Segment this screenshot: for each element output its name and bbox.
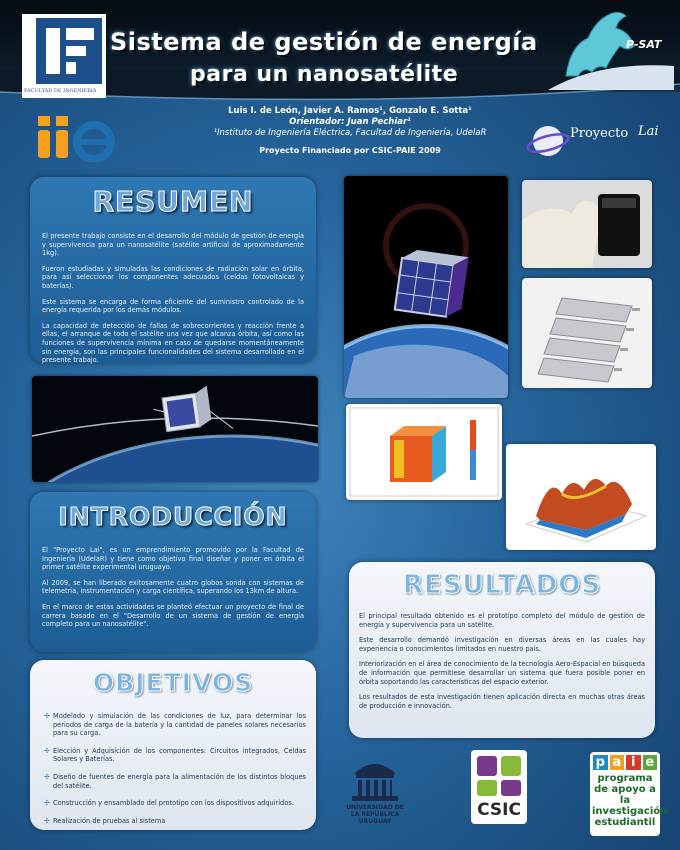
affiliation-line: ¹Instituto de Ingeniería Eléctrica, Facultad de Ingeniería, UdelaR xyxy=(213,128,487,138)
introduccion-paragraph: El "Proyecto Lai", es un emprendimiento promovido por la Facultad de Ingeniería (UdelaR) y tiene como objetivo final diseñar y poner en órbita el primer satélite experimental uruguayo. xyxy=(42,546,304,572)
objetivo-item xyxy=(44,712,306,738)
proyecto-lai-logo xyxy=(526,118,666,164)
iie-emblem-icon xyxy=(34,112,118,162)
thermal-simulation-image xyxy=(346,404,502,500)
planet-ring-icon xyxy=(526,118,570,164)
udelar-label: UNIVERSIDAD DE LA REPÚBLICA URUGUAY xyxy=(346,804,404,825)
resultados-body xyxy=(359,612,645,717)
fing-logo xyxy=(22,14,106,98)
objetivo-text: Modelado y simulación de las condiciones de luz, para determinar los periodos de carga de la batería y la cantidad de paneles solares necesarios para su carga. xyxy=(53,712,306,738)
bullet-icon: ✢ xyxy=(44,772,50,781)
objetivos-list xyxy=(44,712,306,834)
resultados-paragraph: Los resultados de esta investigación tienen aplicación directa en muchas otras áreas de producción e innovación. xyxy=(359,693,645,710)
poster-title-line2: para un nanosatélite xyxy=(190,62,459,87)
objetivo-text: Construcción y ensamblado del prototipo con los dispositivos adquiridos. xyxy=(53,799,294,808)
battery-cells-image xyxy=(522,278,652,388)
objetivo-text: Elección y Adquisición de los componentes: Circuitos integrados, Celdas Solares y Baterías. xyxy=(53,746,306,764)
paie-letter: a xyxy=(610,755,625,770)
surface-plot-image xyxy=(506,444,656,550)
introduccion-heading: INTRODUCCIÓN xyxy=(58,502,288,531)
poster-title-line1: Sistema de gestión de energía xyxy=(110,28,538,56)
fing-emblem-icon xyxy=(22,14,106,98)
csic-label: CSIC xyxy=(477,800,521,820)
authors-line: Luis I. de León, Javier A. Ramos¹, Gonzalo E. Sotta¹ xyxy=(228,106,472,116)
bullet-icon: ✢ xyxy=(44,816,50,825)
objetivos-heading: OBJETIVOS xyxy=(92,668,254,697)
csic-logo xyxy=(471,750,527,824)
introduccion-panel xyxy=(30,492,316,652)
udelar-logo xyxy=(346,752,404,838)
introduccion-paragraph: Al 2009, se han liberado exitosamente cuatro globos sonda con sistemas de telemetría, instrumentación y carga científica, superando los 13km de altura. xyxy=(42,578,304,596)
objetivo-item xyxy=(44,773,306,790)
udelar-building-icon xyxy=(346,752,404,804)
resumen-paragraph: La capacidad de detección de fallas de sobrecorrientes y reacción frente a ellas, el arranque de todo el satélite una vez que alcanza órbita, así como las funciones de supervivencia mínima en caso de quedarse momentáneamente sin energía, son las principales funcionalidades del sistema desarrollado en el presente trabajo. xyxy=(42,321,304,365)
paie-label: programa de apoyo a la investigación estudiantil xyxy=(592,773,668,828)
resumen-body xyxy=(42,232,304,372)
advisor-line: Orientador: Juan Pechiar¹ xyxy=(289,117,411,127)
paie-logo xyxy=(590,752,668,836)
resultados-paragraph: Interiorización en el área de conocimiento de la tecnología Aero-Espacial en búsqueda de información que permitiese desarrollar un sistema que fuera posible poner en órbita soportando las características del espacio exterior. xyxy=(359,660,645,686)
introduccion-paragraph: En el marco de estas actividades se planteó efectuar un proyecto de final de carrera basado en el "Desarrollo de un sistema de gestión de energía completo para un nanosatélite". xyxy=(42,602,304,629)
bullet-icon: ✢ xyxy=(44,799,50,808)
lai-label: Lai xyxy=(638,124,659,139)
objetivos-panel xyxy=(30,660,316,830)
satellite-over-earth-image xyxy=(344,176,508,398)
resultados-paragraph: El principal resultado obtenido es el prototipo completo del módulo de gestión de energía y supervivencia para un satélite. xyxy=(359,612,645,629)
paie-letter: e xyxy=(643,755,658,770)
paie-letter: p xyxy=(593,755,608,770)
bullet-icon: ✢ xyxy=(44,712,50,720)
resultados-heading: RESULTADOS xyxy=(402,570,602,600)
satellite-orbit-image xyxy=(32,376,318,482)
resumen-heading: RESUMEN xyxy=(92,185,254,218)
resumen-paragraph: Este sistema se encarga de forma eficiente del suministro controlado de la energía requerida por los demás módulos. xyxy=(42,297,304,315)
resultados-paragraph: Este desarrollo demandó investigación en diversas áreas en las cuales hay experiencia o conocimientos limitados en nuestro país. xyxy=(359,636,645,653)
paie-letter-row xyxy=(590,752,660,770)
fing-logo-text: FACULTAD DE INGENIERIA xyxy=(24,88,97,94)
objetivo-item xyxy=(44,799,306,808)
introduccion-body xyxy=(42,546,304,636)
hand-holding-cube-image xyxy=(522,180,652,268)
resultados-panel xyxy=(349,562,655,738)
bullet-icon: ✢ xyxy=(44,746,50,755)
objetivo-text: Realización de pruebas al sistema xyxy=(53,816,166,825)
paie-letter: i xyxy=(626,755,641,770)
funding-line: Proyecto Financiado por CSIC-PAIE 2009 xyxy=(259,146,441,155)
iie-logo xyxy=(34,112,118,162)
objetivo-item xyxy=(44,817,306,826)
objetivo-item xyxy=(44,747,306,764)
objetivo-text: Diseño de fuentes de energía para la alimentación de los distintos bloques del satélite. xyxy=(53,772,306,790)
resumen-paragraph: El presente trabajo consiste en el desarrollo del módulo de gestión de energía y supervivencia para un nanosatélite (satélite artificial de aproximadamente 1kg). xyxy=(42,232,304,258)
resumen-panel xyxy=(30,177,316,363)
psat-logo xyxy=(548,6,674,90)
resumen-paragraph: Fueron estudiadas y simuladas las condiciones de radiación solar en órbita, para así seleccionar los componentes adecuados (celdas fotovoltaicas y baterías). xyxy=(42,264,304,290)
psat-label: P-SAT xyxy=(626,38,662,51)
proyecto-label: Proyecto xyxy=(570,126,629,141)
